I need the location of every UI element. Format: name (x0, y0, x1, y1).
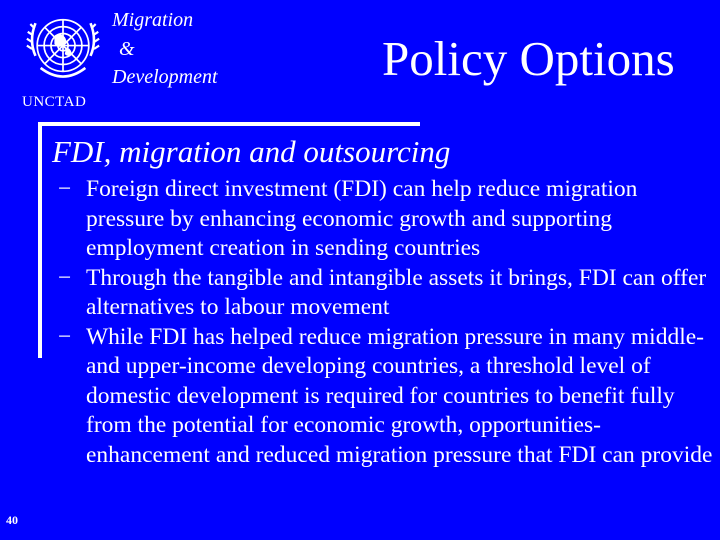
bullet-item: − While FDI has helped reduce migration pressure in many middle- and upper-income developing countries, a threshold level of domestic development is required for countries to benefit fully from the potential for economic growth, opportunities-enhancement and reduced migration pressure that FDI can provide (86, 323, 720, 471)
bullet-item: − Foreign direct investment (FDI) can help reduce migration pressure by enhancing economic growth and supporting employment creation in sending countries (86, 175, 720, 264)
bullet-item: − Through the tangible and intangible assets it brings, FDI can offer alternatives to labour movement (86, 264, 720, 323)
slide-number: 40 (6, 513, 18, 527)
bullet-list (86, 175, 720, 470)
frame-left-rule (38, 122, 42, 358)
frame-top-rule (38, 122, 420, 126)
slide-subtitle: FDI, migration and outsourcing (52, 134, 451, 169)
header-line-development: Development (112, 66, 218, 88)
org-name: UNCTAD (22, 94, 87, 110)
slide-title: Policy Options (382, 31, 675, 86)
un-emblem-icon (20, 6, 106, 92)
header-line-ampersand: & (119, 38, 135, 60)
header-line-migration: Migration (112, 9, 194, 31)
